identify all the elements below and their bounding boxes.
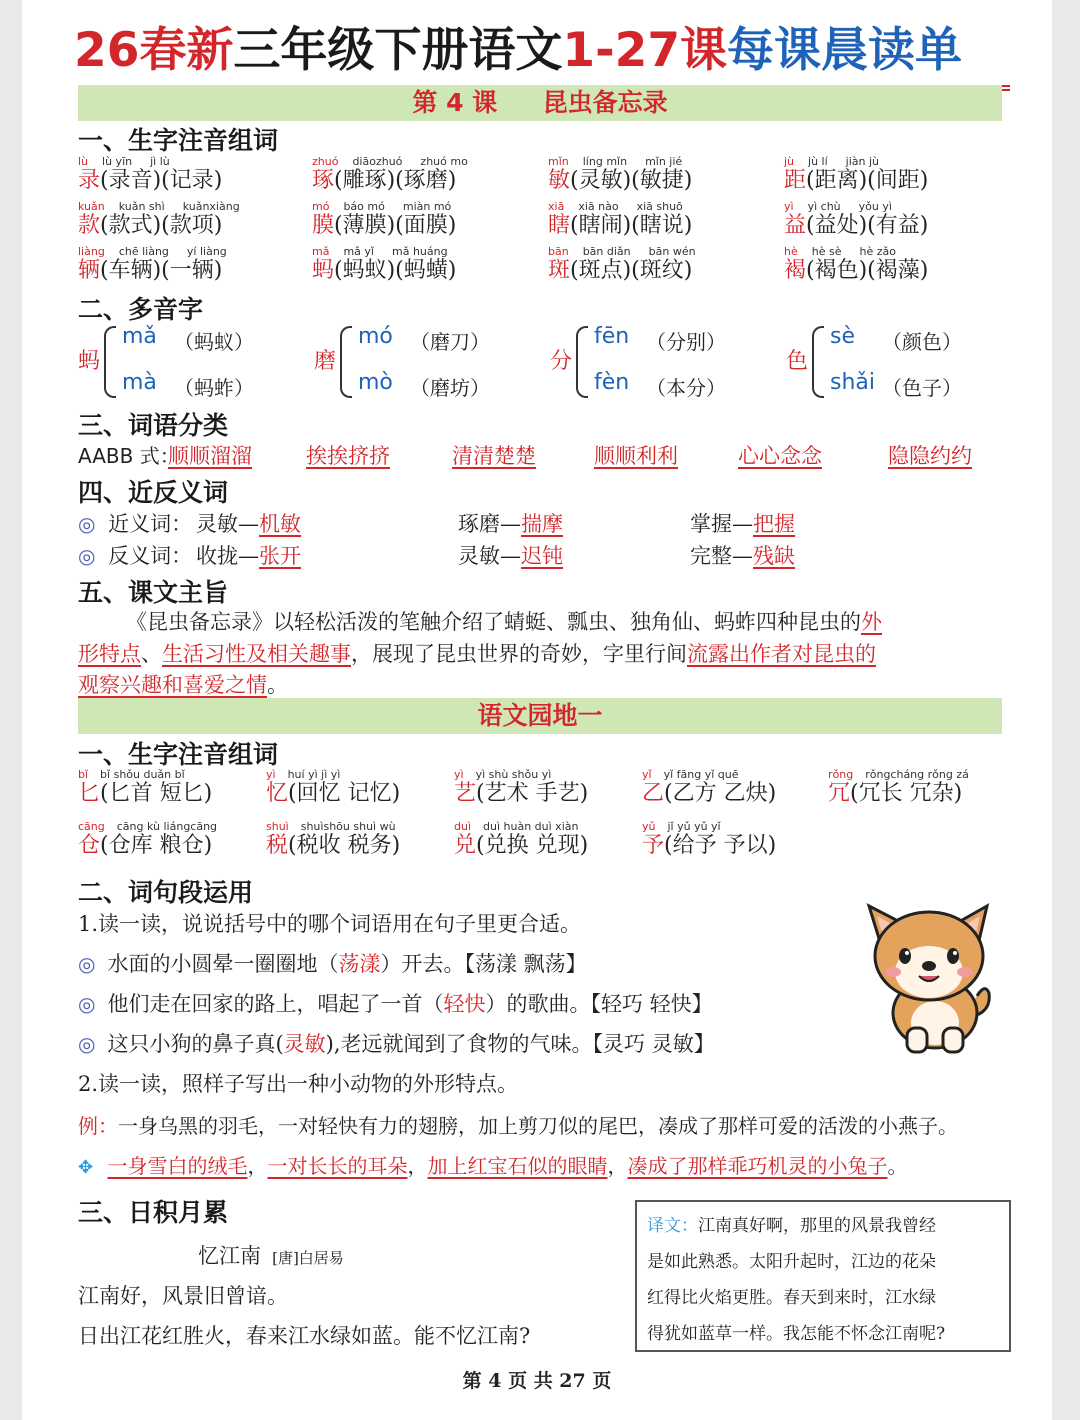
circle-bullet-icon: ◎: [78, 952, 96, 976]
word-pinyin: bān diǎn: [582, 245, 631, 258]
diamond-bullet-icon: ✥: [78, 1157, 94, 1178]
sentence-end: ）开去。【荡漾 飘荡】: [380, 952, 587, 976]
brace-icon: [340, 326, 352, 398]
pinyin-line: [78, 768, 212, 781]
word-pinyin: yí liàng: [186, 245, 227, 258]
word-pinyin: jù lí: [808, 155, 828, 168]
polyphone-char: 蚂: [78, 349, 101, 374]
char-words: [784, 213, 928, 239]
polyphone-char: 分: [550, 349, 573, 374]
word-pinyin: jǐ yǔ yǔ yǐ: [667, 820, 721, 833]
char-entry: [312, 200, 456, 239]
char-pinyin: kuǎn: [78, 200, 105, 213]
question-2: 2.读一读，照样子写出一种小动物的外形特点。: [78, 1072, 519, 1096]
word-pinyin: chē liàng: [118, 245, 169, 258]
target-char: 距: [784, 168, 807, 193]
poem-line-2: 日出江花红胜火，春来江水绿如蓝。能不忆江南?: [78, 1324, 531, 1348]
reading-1-word: （颜色）: [882, 330, 962, 354]
char-words: [78, 213, 240, 239]
char-entry: [548, 200, 692, 239]
pinyin-line: [784, 155, 928, 168]
sentence-start: 水面的小圆晕一圈圈地（: [107, 952, 339, 976]
theme-line-3: 观察兴趣和喜爱之情。: [78, 673, 288, 697]
pinyin-line: [266, 768, 400, 781]
pair-word: 灵敏—: [196, 512, 259, 536]
words: (款式)(款项): [100, 213, 223, 238]
section-5-heading: 五、课文主旨: [78, 578, 229, 607]
title-blue: 每课晨读单: [727, 23, 963, 78]
word-pinyin: zhuó mo: [420, 155, 468, 168]
char-words: [454, 833, 588, 859]
poem-title: 忆江南: [198, 1244, 261, 1268]
sentence-answer: 荡漾: [338, 952, 381, 976]
sentence-answer: 灵敏: [283, 1032, 326, 1056]
answer-line: [78, 1150, 907, 1179]
near-pair: [196, 508, 301, 538]
word-pinyin: diāozhuó: [352, 155, 403, 168]
target-char: 琢: [312, 168, 335, 193]
target-char: 斑: [548, 258, 571, 283]
char-entry: [548, 245, 696, 284]
word-pinyin: bān wén: [648, 245, 696, 258]
words: (雕琢)(琢磨): [334, 168, 457, 193]
garden-section-2-heading: 二、词句段运用: [78, 878, 254, 907]
word-pinyin: hè zǎo: [859, 245, 896, 258]
near-pair: [458, 508, 563, 538]
pair-word: 掌握—: [690, 512, 753, 536]
char-pinyin: yì: [454, 768, 464, 781]
char-words: [548, 213, 692, 239]
char-entry: [266, 820, 400, 859]
char-entry: [784, 245, 928, 284]
char-entry: [642, 820, 776, 859]
char-words: [642, 781, 776, 807]
words: (益处)(有益): [806, 213, 929, 238]
target-char: 税: [266, 833, 289, 858]
words: (税收 税务): [288, 833, 401, 858]
target-char: 兑: [454, 833, 477, 858]
words: (薄膜)(面膜): [334, 213, 457, 238]
word-pinyin: kuǎn shì: [118, 200, 165, 213]
reading-1-word: （蚂蚁）: [174, 330, 254, 354]
answer-separator: ，: [407, 1154, 428, 1178]
target-char: 辆: [78, 258, 101, 283]
brace-icon: [812, 326, 824, 398]
theme-line-2: 形特点、生活习性及相关趣事，展现了昆虫世界的奇妙，字里行间流露出作者对昆虫的: [78, 642, 876, 666]
word-pinyin: yì shù shǒu yì: [475, 768, 552, 781]
pair-word: 完整—: [690, 544, 753, 568]
near-row: [78, 508, 192, 538]
translation-box: 译文：江南真好啊，那里的风景我曾经 是如此熟悉。太阳升起时，江边的花朵 红得比火焰更胜。春天到来时，江水绿 得犹如蓝草一样。我怎能不怀念江南呢?: [635, 1200, 1011, 1352]
sentence-item: [78, 1028, 715, 1058]
words: (车辆)(一辆): [100, 258, 223, 283]
polyphone-char: 色: [786, 349, 809, 374]
pinyin-line: [642, 768, 776, 781]
char-pinyin: jù: [784, 155, 795, 168]
reading-1: sè: [830, 324, 855, 349]
char-entry: [78, 820, 217, 859]
word-pinyin: shuìshōu shuì wù: [300, 820, 396, 833]
poem-line-1: 江南好，风景旧曾谙。: [78, 1284, 288, 1308]
pinyin-line: [78, 200, 240, 213]
char-pinyin: duì: [454, 820, 472, 833]
reading-2-word: （本分）: [646, 376, 726, 400]
words: (给予 予以): [664, 833, 777, 858]
sentence-item: [78, 948, 587, 978]
char-entry: [548, 155, 692, 194]
pinyin-line: [784, 200, 928, 213]
reading-2-word: （色子）: [882, 376, 962, 400]
anti-label: 反义词：: [108, 544, 193, 568]
brace-icon: [104, 326, 116, 398]
target-char: 褐: [784, 258, 807, 283]
char-pinyin: mǐn: [548, 155, 569, 168]
target-char: 仓: [78, 833, 101, 858]
char-pinyin: yì: [784, 200, 794, 213]
circle-bullet-icon: ◎: [78, 992, 96, 1016]
answer-phrase: 凑成了那样乖巧机灵的小兔子: [627, 1154, 888, 1178]
words: (灵敏)(敏捷): [570, 168, 693, 193]
target-char: 冗: [828, 781, 851, 806]
target-char: 款: [78, 213, 101, 238]
char-entry: [642, 768, 776, 807]
words: (兑换 兑现): [476, 833, 589, 858]
char-pinyin: mǎ: [312, 245, 330, 258]
lesson-band: [78, 85, 1002, 121]
pinyin-line: [78, 245, 227, 258]
pinyin-line: [548, 155, 692, 168]
sentence-end: ）的歌曲。【轻巧 轻快】: [485, 992, 713, 1016]
char-entry: [266, 768, 400, 807]
target-char: 乙: [642, 781, 665, 806]
char-words: [784, 258, 928, 284]
anti-pair: [690, 540, 795, 570]
reading-1-word: （分别）: [646, 330, 726, 354]
char-pinyin: rǒng: [828, 768, 854, 781]
pair-word: 灵敏—: [458, 544, 521, 568]
char-pinyin: bān: [548, 245, 569, 258]
example-label: 例：: [78, 1114, 118, 1138]
char-words: [548, 258, 696, 284]
answer-phrase: 一身雪白的绒毛: [107, 1154, 248, 1178]
sentence-start: 他们走在回家的路上，唱起了一首（: [107, 992, 444, 1016]
page-title: [74, 18, 1034, 84]
section-4-heading: 四、近反义词: [78, 478, 229, 507]
pinyin-line: [828, 768, 969, 781]
char-words: [784, 168, 928, 194]
target-char: 蚂: [312, 258, 335, 283]
reading-2: mà: [122, 370, 157, 395]
lesson-number: 第 4 课: [412, 88, 498, 117]
sentence-item: [78, 988, 713, 1018]
title-black: 三年级下册语文: [233, 23, 563, 78]
char-words: [312, 213, 456, 239]
word-pinyin: líng mǐn: [582, 155, 628, 168]
words: (蚂蚁)(蚂蟥): [334, 258, 457, 283]
target-char: 录: [78, 168, 101, 193]
poem-author: [唐]白居易: [272, 1249, 344, 1267]
char-pinyin: yì: [266, 768, 276, 781]
char-pinyin: liàng: [78, 245, 105, 258]
answer-phrase: 加上红宝石似的眼睛: [427, 1154, 608, 1178]
circle-bullet-icon: ◎: [78, 512, 96, 536]
char-pinyin: bǐ: [78, 768, 89, 781]
char-pinyin: shuì: [266, 820, 289, 833]
title-red-1: 26春新: [74, 23, 234, 78]
char-entry: [828, 768, 969, 807]
near-pair: [690, 508, 795, 538]
char-entry: [784, 200, 928, 239]
theme-line-1: 《昆虫备忘录》以轻松活泼的笔触介绍了蜻蜓、瓢虫、独角仙、蚂蚱四种昆虫的外: [126, 610, 882, 634]
char-entry: [78, 155, 222, 194]
word-pinyin: kuǎnxiàng: [182, 200, 240, 213]
reading-1: fēn: [594, 324, 630, 349]
polyphone-char: 磨: [314, 349, 337, 374]
char-words: [78, 781, 212, 807]
aabb-word: 顺顺利利: [594, 444, 678, 468]
pinyin-line: [454, 820, 588, 833]
char-pinyin: mó: [312, 200, 330, 213]
word-pinyin: yǐ fāng yǐ quē: [663, 768, 739, 781]
word-pinyin: xiā nào: [578, 200, 619, 213]
char-entry: [312, 245, 456, 284]
words: (艺术 手艺): [476, 781, 589, 806]
char-entry: [454, 820, 588, 859]
char-pinyin: yǐ: [642, 768, 652, 781]
target-char: 膜: [312, 213, 335, 238]
title-red-2: 1-27课: [562, 23, 728, 78]
pinyin-line: [78, 820, 217, 833]
answer-phrase: 一对长长的耳朵: [267, 1154, 408, 1178]
word-pinyin: rǒngcháng rǒng zá: [865, 768, 969, 781]
word-pinyin: huí yì jì yì: [287, 768, 341, 781]
char-words: [642, 833, 776, 859]
pair-answer: 迟钝: [521, 544, 563, 568]
reading-1: mó: [358, 324, 393, 349]
section-3-heading: 三、词语分类: [78, 411, 229, 440]
anti-pair: [196, 540, 301, 570]
answer-separator: ，: [607, 1154, 628, 1178]
anti-pair: [458, 540, 563, 570]
char-entry: [784, 155, 928, 194]
char-words: [78, 258, 227, 284]
section-2-heading: 二、多音字: [78, 295, 204, 324]
word-pinyin: mǐn jié: [645, 155, 683, 168]
pinyin-line: [548, 245, 696, 258]
pinyin-line: [642, 820, 776, 833]
lesson-name: 昆虫备忘录: [542, 88, 668, 117]
section-1-heading: 一、生字注音组词: [78, 126, 279, 155]
words: (回忆 记忆): [288, 781, 401, 806]
example-text: 一身乌黑的羽毛，一对轻快有力的翅膀，加上剪刀似的尾巴，凑成了那样可爱的活泼的小燕子。: [118, 1114, 958, 1138]
word-pinyin: yǒu yì: [858, 200, 892, 213]
char-entry: [312, 155, 468, 194]
pair-word: 琢磨—: [458, 512, 521, 536]
puppy-illustration: [857, 888, 1007, 1058]
char-words: [266, 781, 400, 807]
word-pinyin: xiā shuō: [636, 200, 683, 213]
word-pinyin: yì chù: [807, 200, 841, 213]
word-pinyin: cāng kù liángcāng: [116, 820, 218, 833]
pinyin-line: [784, 245, 928, 258]
pinyin-line: [312, 245, 456, 258]
char-words: [78, 833, 217, 859]
words: (冗长 冗杂): [850, 781, 963, 806]
char-words: [312, 168, 468, 194]
target-char: 敏: [548, 168, 571, 193]
words: (录音)(记录): [100, 168, 223, 193]
target-char: 益: [784, 213, 807, 238]
garden-band: 语文园地一: [78, 698, 1002, 734]
near-label: 近义词：: [108, 512, 193, 536]
words: (乙方 乙炔): [664, 781, 777, 806]
reading-2-word: （蚂蚱）: [174, 376, 254, 400]
word-pinyin: hè sè: [811, 245, 842, 258]
reading-2: fèn: [594, 370, 630, 395]
char-words: [312, 258, 456, 284]
example-line: [78, 1110, 958, 1139]
words: (瞎闹)(瞎说): [570, 213, 693, 238]
words: (仓库 粮仓): [100, 833, 213, 858]
reading-1: mǎ: [122, 324, 157, 349]
word-pinyin: mǎ yǐ: [343, 245, 374, 258]
aabb-word: 心心念念: [738, 444, 822, 468]
aabb-word: 顺顺溜溜: [168, 444, 252, 468]
garden-section-1-heading: 一、生字注音组词: [78, 740, 279, 769]
reading-1-word: （磨刀）: [410, 330, 490, 354]
target-char: 艺: [454, 781, 477, 806]
words: (距离)(间距): [806, 168, 929, 193]
target-char: 忆: [266, 781, 289, 806]
pinyin-line: [454, 768, 588, 781]
pinyin-line: [548, 200, 692, 213]
answer-separator: 。: [887, 1154, 908, 1178]
pair-answer: 张开: [259, 544, 301, 568]
target-char: 匕: [78, 781, 101, 806]
pair-answer: 揣摩: [521, 512, 563, 536]
words: (斑点)(斑纹): [570, 258, 693, 283]
reading-2: shǎi: [830, 370, 875, 395]
pinyin-line: [266, 820, 400, 833]
words: (匕首 短匕): [100, 781, 213, 806]
anti-row: [78, 540, 192, 570]
char-entry: [78, 200, 240, 239]
aabb-prefix: AABB 式：: [78, 444, 180, 468]
question-1: 1.读一读，说说括号中的哪个词语用在句子里更合适。: [78, 912, 582, 936]
words: (褐色)(褐藻): [806, 258, 929, 283]
sentence-end: ),老远就闻到了食物的气味。【灵巧 灵敏】: [325, 1032, 715, 1056]
char-entry: [78, 245, 227, 284]
char-words: [548, 168, 692, 194]
pinyin-line: [78, 155, 222, 168]
circle-bullet-icon: ◎: [78, 544, 96, 568]
pair-answer: 把握: [753, 512, 795, 536]
char-pinyin: hè: [784, 245, 798, 258]
word-pinyin: jì lù: [150, 155, 170, 168]
char-words: [454, 781, 588, 807]
char-words: [828, 781, 969, 807]
reading-2-word: （磨坊）: [410, 376, 490, 400]
aabb-word: 隐隐约约: [888, 444, 972, 468]
aabb-word: 清清楚楚: [452, 444, 536, 468]
pinyin-line: [312, 155, 468, 168]
pair-word: 收拢—: [196, 544, 259, 568]
word-pinyin: jiàn jù: [845, 155, 880, 168]
sentence-answer: 轻快: [443, 992, 486, 1016]
char-pinyin: lù: [78, 155, 89, 168]
char-pinyin: yǔ: [642, 820, 656, 833]
char-words: [266, 833, 400, 859]
answer-separator: ，: [247, 1154, 268, 1178]
worksheet-page: [22, 0, 1052, 1420]
translation-label: 译文：: [647, 1216, 698, 1236]
word-pinyin: mǎ huáng: [392, 245, 448, 258]
word-pinyin: báo mó: [343, 200, 385, 213]
word-pinyin: lù yīn: [102, 155, 133, 168]
garden-section-3-heading: 三、日积月累: [78, 1198, 229, 1227]
char-pinyin: xiā: [548, 200, 565, 213]
char-pinyin: zhuó: [312, 155, 339, 168]
pair-answer: 残缺: [753, 544, 795, 568]
page-footer: 第 4 页 共 27 页: [462, 1370, 612, 1392]
char-words: [78, 168, 222, 194]
word-pinyin: duì huàn duì xiàn: [483, 820, 579, 833]
target-char: 瞎: [548, 213, 571, 238]
pair-answer: 机敏: [259, 512, 301, 536]
char-pinyin: cāng: [78, 820, 105, 833]
target-char: 予: [642, 833, 665, 858]
pinyin-line: [312, 200, 456, 213]
reading-2: mò: [358, 370, 393, 395]
poem-title-line: [198, 1240, 344, 1270]
aabb-word: 挨挨挤挤: [306, 444, 390, 468]
word-pinyin: miàn mó: [402, 200, 452, 213]
char-entry: [78, 768, 212, 807]
brace-icon: [576, 326, 588, 398]
sentence-start: 这只小狗的鼻子真(: [107, 1032, 284, 1056]
circle-bullet-icon: ◎: [78, 1032, 96, 1056]
char-entry: [454, 768, 588, 807]
word-pinyin: bǐ shǒu duǎn bǐ: [100, 768, 185, 781]
